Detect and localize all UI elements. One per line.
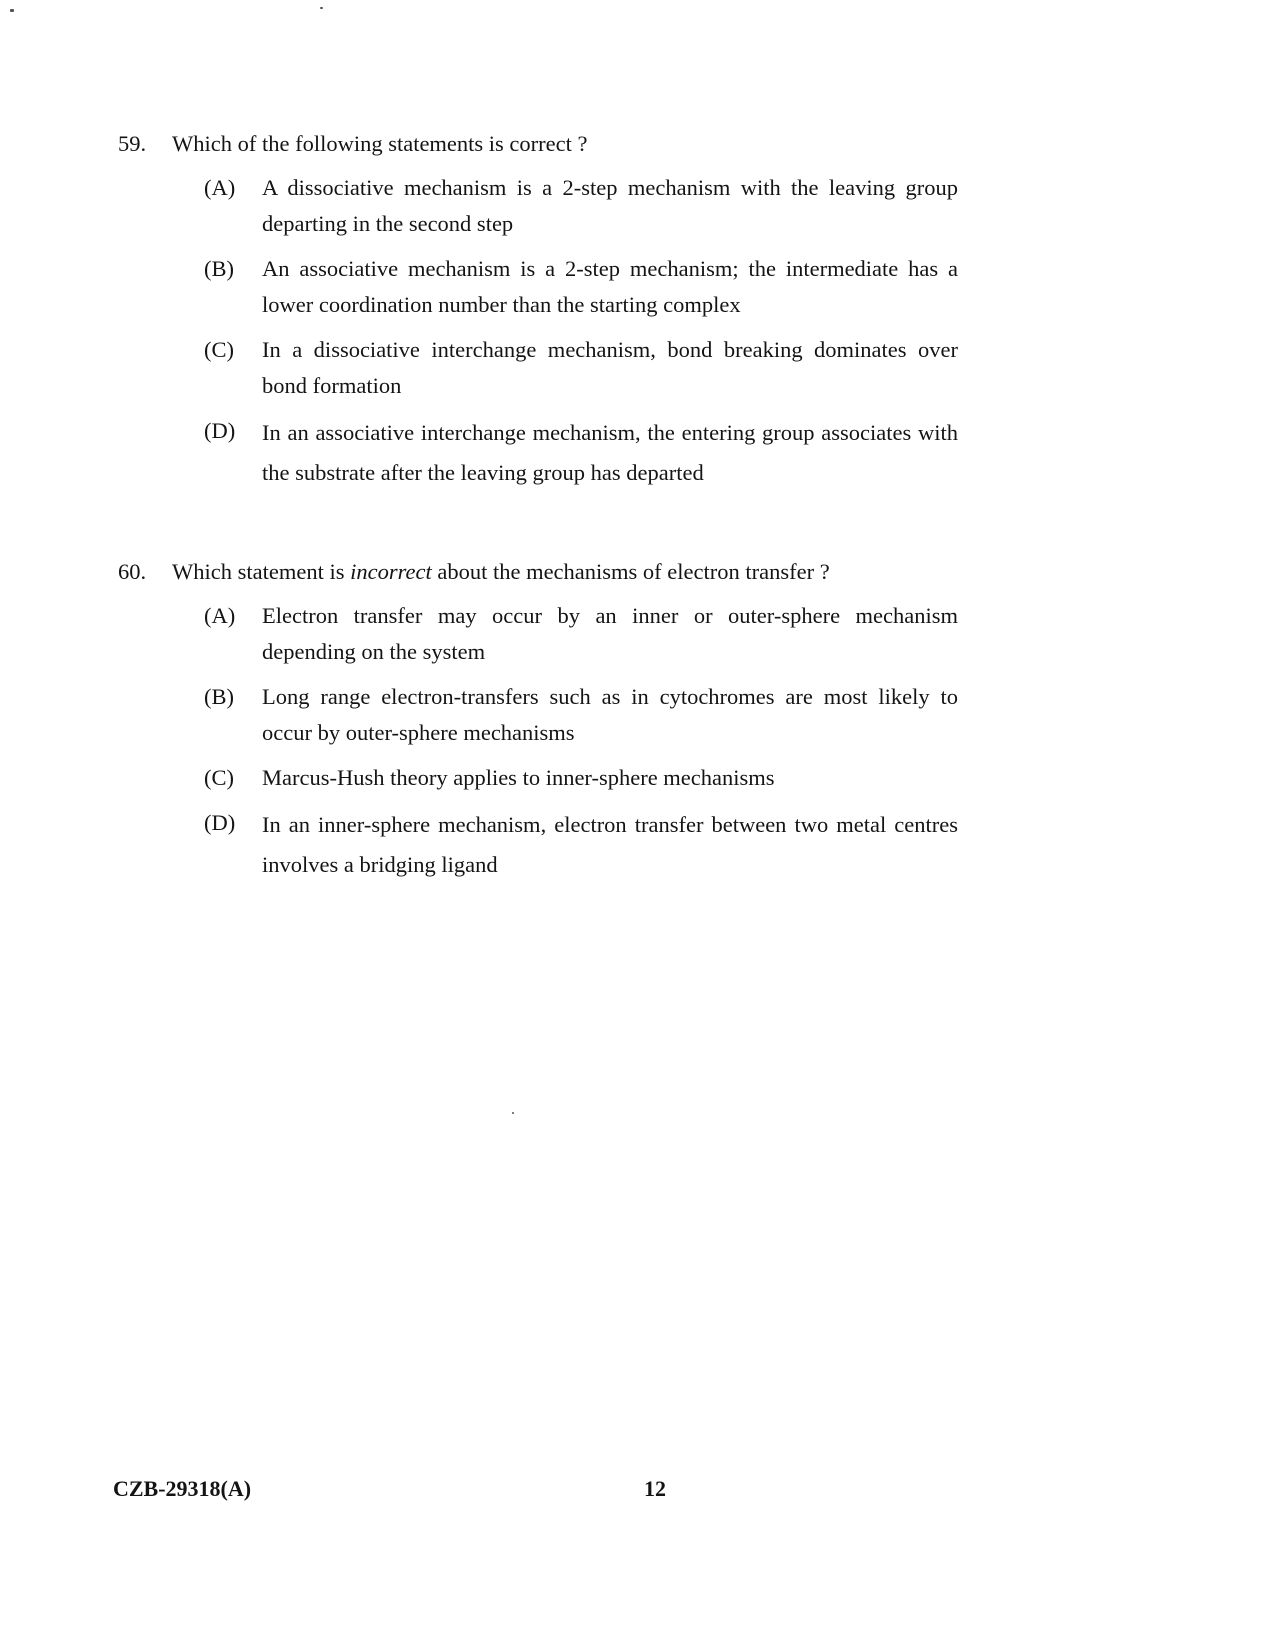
question-number: 59. xyxy=(118,131,147,156)
option-label: (B) xyxy=(204,684,234,709)
option-b xyxy=(204,679,958,751)
question-59 xyxy=(118,128,958,502)
option-d xyxy=(204,413,958,493)
option-text: In an associative interchange mechanism, the entering group associates with the substrate after the leaving group has departed xyxy=(262,420,958,485)
option-list xyxy=(204,170,958,493)
option-label: (D) xyxy=(204,810,236,835)
scan-speck xyxy=(512,1112,514,1114)
option-text: An associative mechanism is a 2-step mechanism; the intermediate has a lower coordination number than the starting complex xyxy=(262,256,958,317)
option-text: Electron transfer may occur by an inner or outer-sphere mechanism depending on the system xyxy=(262,603,958,664)
option-c xyxy=(204,332,958,404)
booklet-code: CZB-29318(A) xyxy=(113,1476,252,1501)
scan-speck xyxy=(10,9,14,12)
question-text xyxy=(172,556,958,588)
question-text-emphasis: incorrect xyxy=(350,559,432,584)
question-stem xyxy=(118,128,958,160)
option-a xyxy=(204,598,958,670)
option-label: (B) xyxy=(204,256,234,281)
scan-speck xyxy=(320,7,323,9)
option-a xyxy=(204,170,958,242)
option-label: (C) xyxy=(204,337,234,362)
question-text-end: about the mechanisms of electron transfer ? xyxy=(431,559,830,584)
option-text: In an inner-sphere mechanism, electron transfer between two metal centres involves a bridging ligand xyxy=(262,812,958,877)
option-label: (A) xyxy=(204,175,236,200)
question-text-start: Which statement is xyxy=(172,559,351,584)
option-b xyxy=(204,251,958,323)
option-text: Marcus-Hush theory applies to inner-sphere mechanisms xyxy=(262,765,775,790)
question-text: Which of the following statements is correct ? xyxy=(172,131,588,156)
question-stem xyxy=(118,556,958,588)
option-text: In a dissociative interchange mechanism, bond breaking dominates over bond formation xyxy=(262,337,958,398)
question-60 xyxy=(118,556,958,894)
option-c xyxy=(204,760,958,796)
option-text: Long range electron-transfers such as in cytochromes are most likely to occur by outer-sphere mechanisms xyxy=(262,684,958,745)
option-text: A dissociative mechanism is a 2-step mechanism with the leaving group departing in the second step xyxy=(262,175,958,236)
option-label: (C) xyxy=(204,765,234,790)
question-number: 60. xyxy=(118,559,147,584)
option-d xyxy=(204,805,958,885)
option-label: (D) xyxy=(204,418,236,443)
page-number: 12 xyxy=(644,1476,666,1501)
option-list xyxy=(204,598,958,885)
option-label: (A) xyxy=(204,603,236,628)
